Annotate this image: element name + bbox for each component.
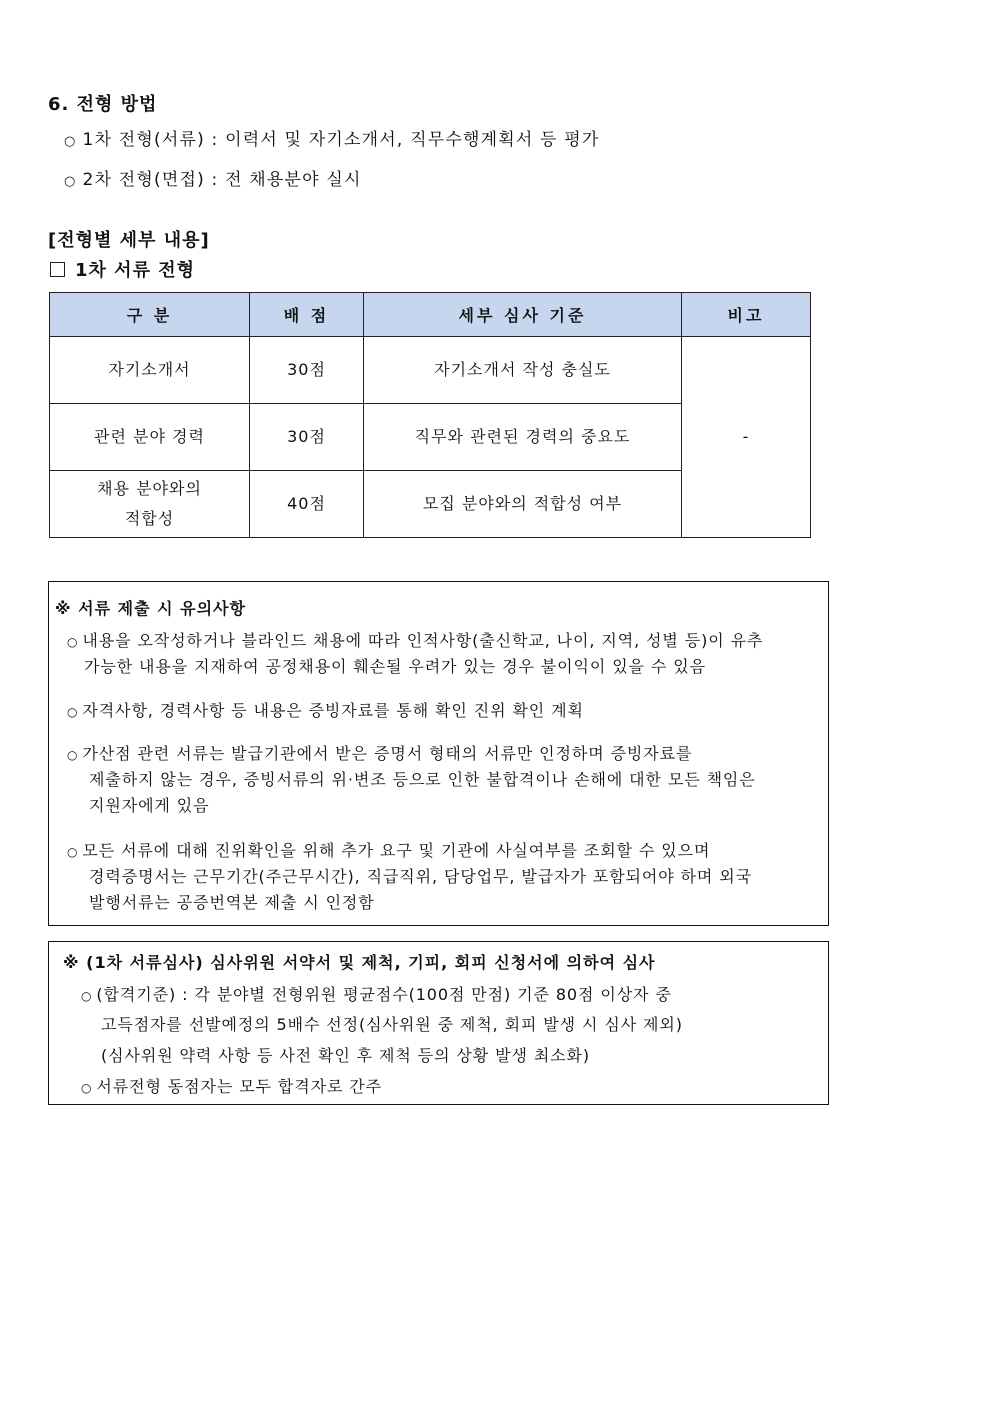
row-category-line1: 채용 분야와의 (97, 479, 202, 498)
notice-item-3-line-1: ○ 가산점 관련 서류는 발급기관에서 받은 증명서 형태의 서류만 인정하며 증빙자료를 (67, 744, 693, 763)
header-category: 구 분 (50, 293, 250, 337)
row-score: 40점 (250, 471, 364, 538)
details-subheading (50, 256, 195, 282)
row-criteria: 모집 분야와의 적합성 여부 (364, 471, 682, 538)
method-item-2 (64, 165, 362, 190)
row-criteria: 자기소개서 작성 충실도 (364, 337, 682, 404)
method-item-text: 2차 전형(면접) : 전 채용분야 실시 (82, 170, 362, 190)
notice-item-4-line-3: 발행서류는 공증번역본 제출 시 인정함 (89, 893, 375, 912)
row-criteria: 직무와 관련된 경력의 중요도 (364, 404, 682, 471)
notice-item-2-line-1: ○ 자격사항, 경력사항 등 내용은 증빙자료를 통해 확인 진위 확인 계획 (67, 701, 584, 720)
header-score: 배 점 (250, 293, 364, 337)
notice-item-3-line-3: 지원자에게 있음 (89, 796, 210, 815)
notice2-item-1-line-2: 고득점자를 선발예정의 5배수 선정(심사위원 중 제척, 회피 발생 시 심사 제외) (101, 1015, 683, 1034)
row-category: 자기소개서 (50, 337, 250, 404)
circle-bullet-icon: ○ (64, 174, 77, 189)
header-note: 비고 (682, 293, 811, 337)
row-category (50, 471, 250, 538)
circle-bullet-icon: ○ (81, 1081, 93, 1095)
notice-box-review (48, 941, 829, 1105)
table-row (50, 337, 811, 404)
details-heading: [전형별 세부 내용] (48, 230, 210, 251)
notice2-item-1-line-1: ○ (합격기준) : 각 분야별 전형위원 평균점수(100점 만점) 기준 80점 이상자 중 (81, 985, 672, 1004)
row-score: 30점 (250, 337, 364, 404)
section-title: 6. 전형 방법 (48, 94, 158, 115)
subheading-text: 1차 서류 전형 (75, 260, 195, 281)
method-item-1 (64, 125, 600, 150)
notice-item-4-line-2: 경력증명서는 근무기간(주근무시간), 직급직위, 담당업무, 발급자가 포함되어야 하며 외국 (89, 867, 752, 886)
method-item-text: 1차 전형(서류) : 이력서 및 자기소개서, 직무수행계획서 등 평가 (82, 130, 600, 150)
notice-item-4-line-1: ○ 모든 서류에 대해 진위확인을 위해 추가 요구 및 기관에 사실여부를 조회할 수 있으며 (67, 841, 711, 860)
circle-bullet-icon: ○ (81, 989, 93, 1003)
circle-bullet-icon: ○ (64, 134, 77, 149)
table-header-row (50, 293, 811, 337)
row-note: - (682, 337, 811, 538)
notice-title: ※ (1차 서류심사) 심사위원 서약서 및 제척, 기피, 회피 신청서에 의하여 심사 (63, 953, 656, 972)
circle-bullet-icon: ○ (67, 705, 79, 719)
notice-item-3-line-2: 제출하지 않는 경우, 증빙서류의 위·변조 등으로 인한 불합격이나 손해에 대한 모든 책임은 (89, 770, 756, 789)
notice-box-submission (48, 581, 829, 926)
circle-bullet-icon: ○ (67, 635, 79, 649)
circle-bullet-icon: ○ (67, 748, 79, 762)
score-table (49, 292, 811, 538)
notice2-item-2-line-1: ○ 서류전형 동점자는 모두 합격자로 간주 (81, 1077, 383, 1096)
row-score: 30점 (250, 404, 364, 471)
notice-title: ※ 서류 제출 시 유의사항 (55, 599, 246, 618)
notice-item-1-line-2: 가능한 내용을 지재하여 공정채용이 훼손될 우려가 있는 경우 불이익이 있을 수 있음 (84, 657, 706, 676)
header-criteria: 세부 심사 기준 (364, 293, 682, 337)
notice-item-1-line-1: ○ 내용을 오작성하거나 블라인드 채용에 따라 인적사항(출신학교, 나이, 지역, 성별 등)이 유추 (67, 631, 764, 650)
row-category: 관련 분야 경력 (50, 404, 250, 471)
checkbox-square-icon (50, 262, 65, 277)
circle-bullet-icon: ○ (67, 845, 79, 859)
notice2-item-1-line-3: (심사위원 약력 사항 등 사전 확인 후 제척 등의 상황 발생 최소화) (101, 1046, 591, 1065)
row-category-line2: 적합성 (124, 509, 175, 528)
